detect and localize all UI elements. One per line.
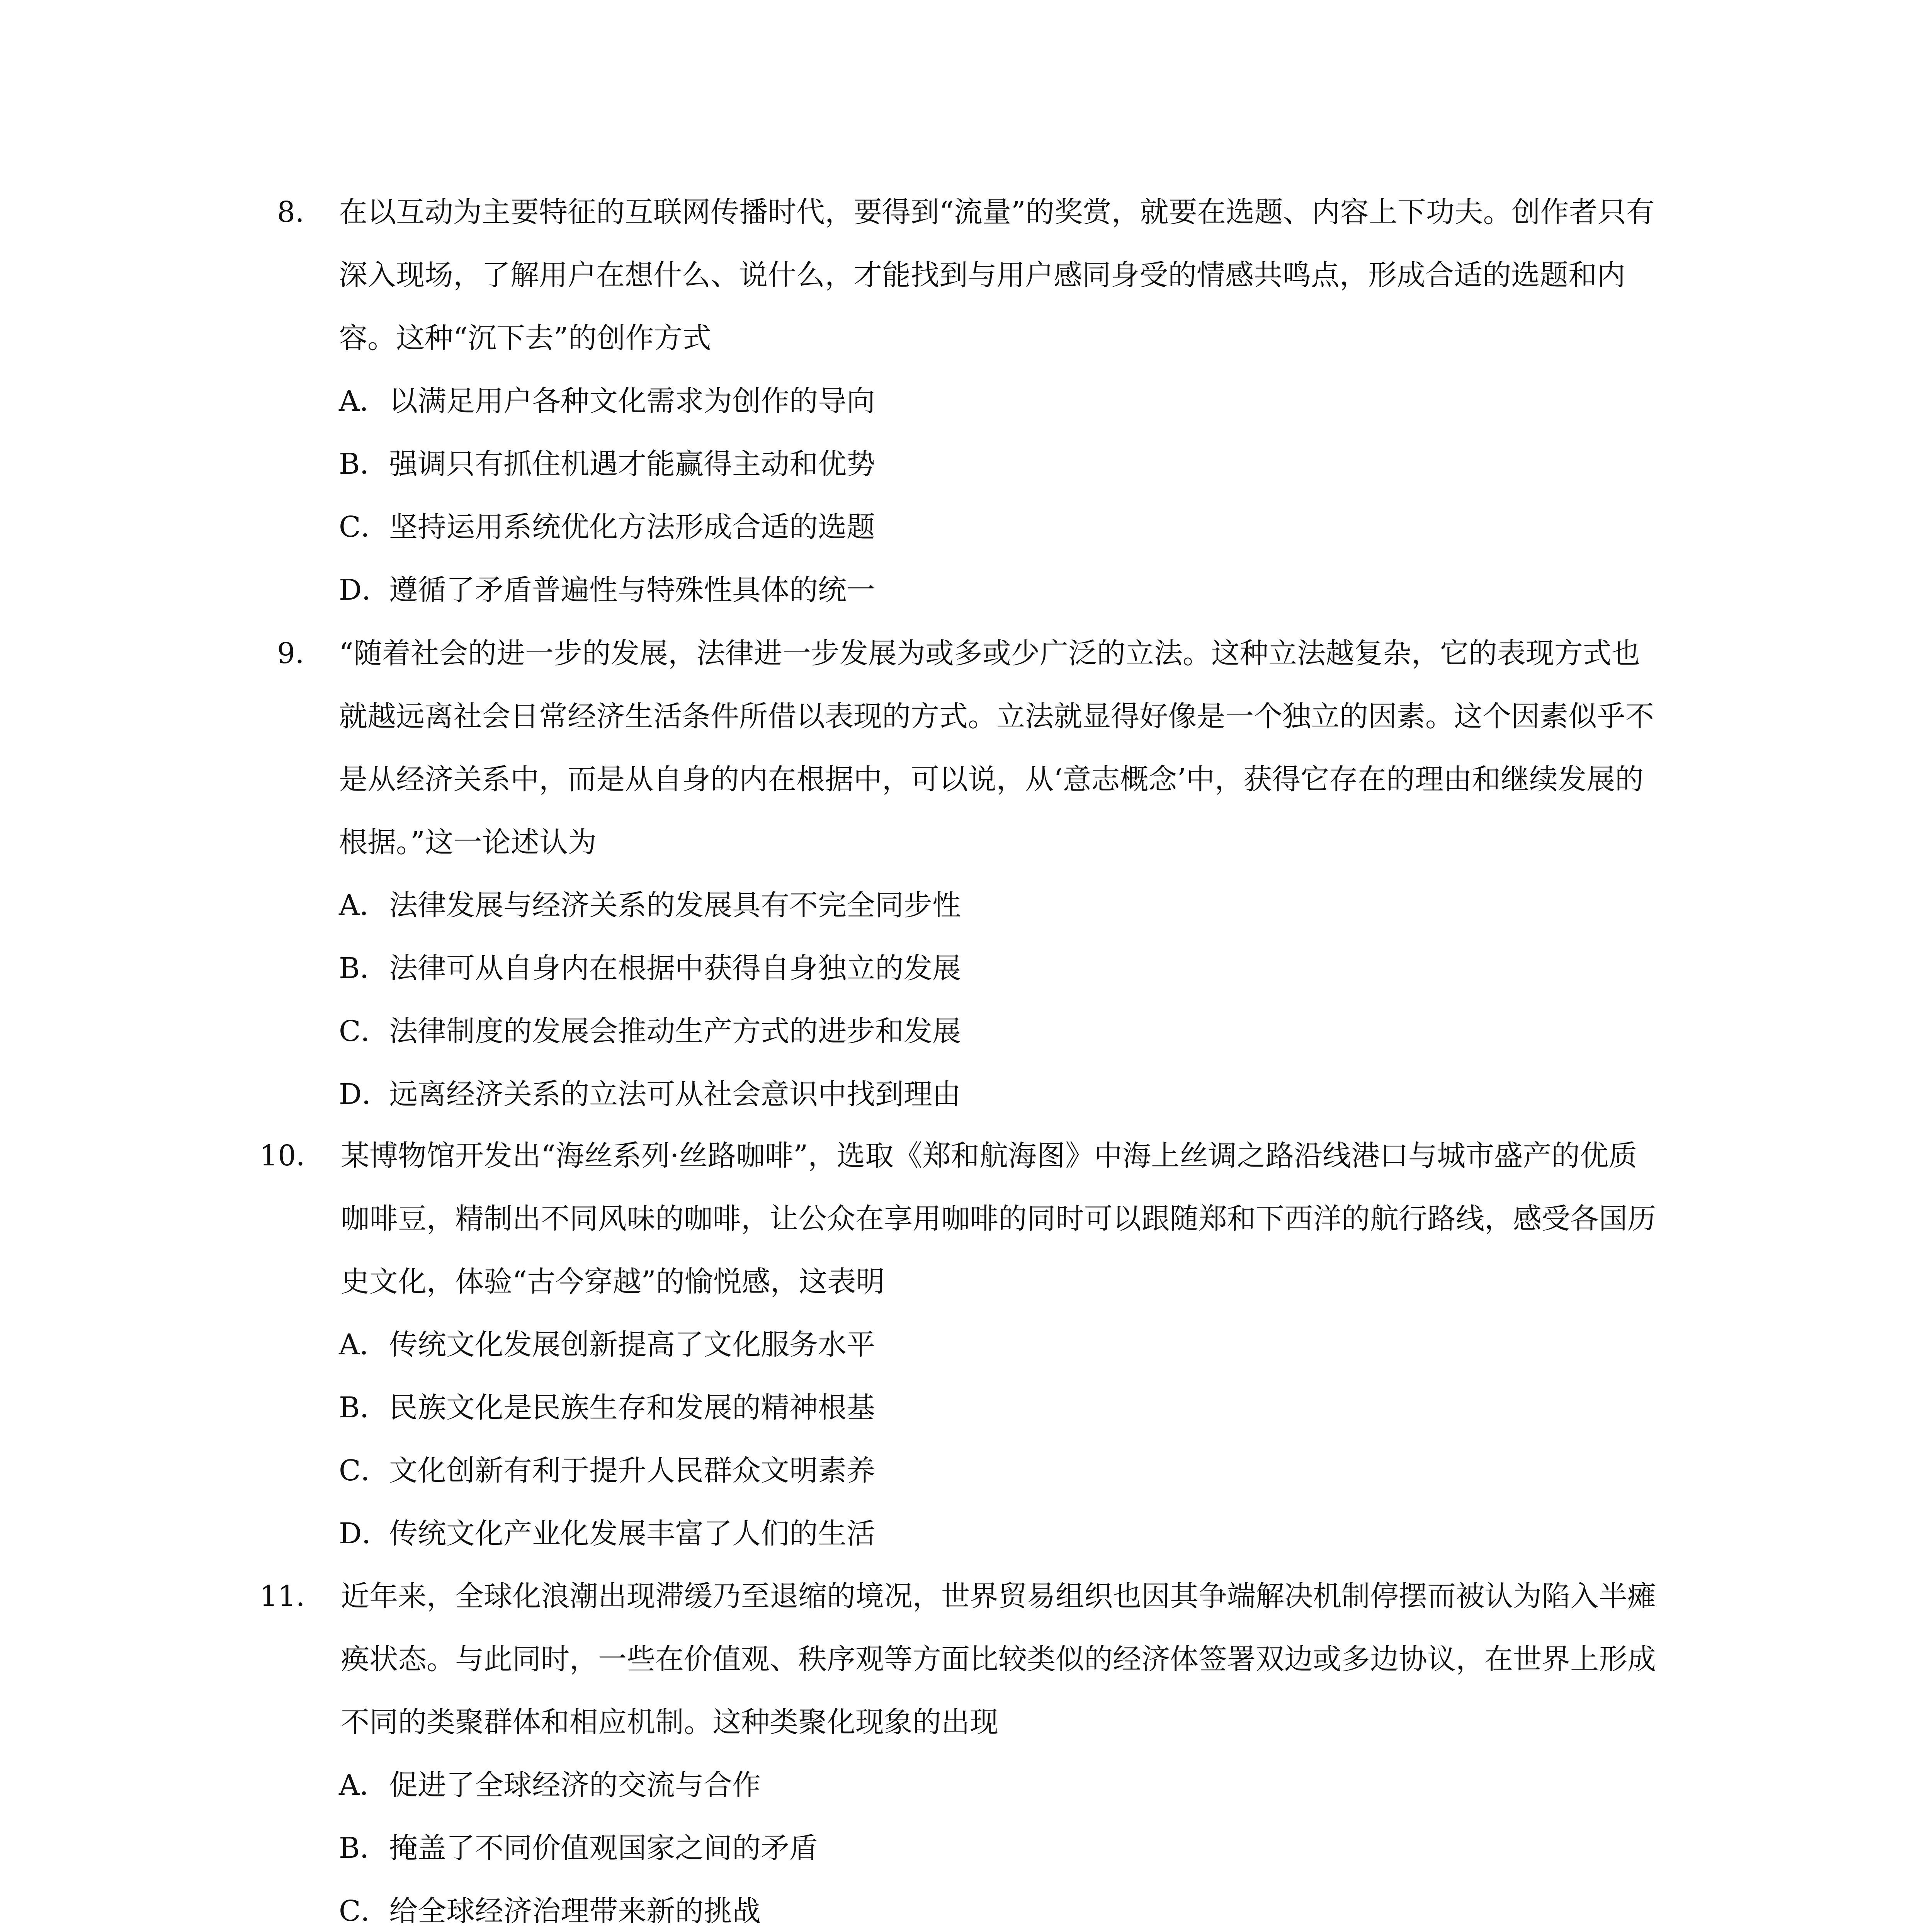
option-letter: A． bbox=[339, 889, 388, 922]
option-a bbox=[277, 1313, 1656, 1376]
option-letter: D． bbox=[339, 1517, 391, 1550]
question-number: 11． bbox=[260, 1580, 325, 1613]
option-text: 民族文化是民族生存和发展的精神根基 bbox=[389, 1391, 875, 1424]
option-b bbox=[277, 1817, 1656, 1880]
option-letter: B． bbox=[339, 952, 389, 985]
question-text: 在以互动为主要特征的互联网传播时代，要得到“流量”的奖赏，就要在选题、内容上下功夫。创作者只有深入现场，了解用户在想什么、说什么，才能找到与用户感同身受的情感共鸣点，形成合适的选题和内容。这种“沉下去”的创作方式 bbox=[339, 196, 1655, 355]
question-11 bbox=[260, 1565, 1656, 1932]
option-text: 法律可从自身内在根据中获得自身独立的发展 bbox=[389, 952, 961, 985]
option-letter: D． bbox=[339, 1078, 391, 1111]
option-text: 促进了全球经济的交流与合作 bbox=[389, 1769, 761, 1802]
option-letter: B． bbox=[339, 447, 389, 481]
question-stem bbox=[277, 622, 1656, 874]
question-text: 近年来，全球化浪潮出现滞缓乃至退缩的境况，世界贸易组织也因其争端解决机制停摆而被认为陷入半瘫痪状态。与此同时，一些在价值观、秩序观等方面比较类似的经济体签署双边或多边协议，在世界上形成不同的类聚群体和相应机制。这种类聚化现象的出现 bbox=[341, 1580, 1656, 1739]
option-text: 法律发展与经济关系的发展具有不完全同步性 bbox=[389, 889, 961, 922]
option-d bbox=[277, 1502, 1656, 1565]
option-a bbox=[277, 1754, 1656, 1817]
question-text: “随着社会的进一步的发展，法律进一步发展为或多或少广泛的立法。这种立法越复杂，它的表现方式也就越远离社会日常经济生活条件所借以表现的方式。立法就显得好像是一个独立的因素。这个因素似乎不是从经济关系中，而是从自身的内在根据中，可以说，从‘意志概念’中，获得它存在的理由和继续发展的根据。”这一论述认为 bbox=[339, 637, 1654, 859]
option-text: 远离经济关系的立法可从社会意识中找到理由 bbox=[389, 1078, 961, 1111]
question-8 bbox=[277, 181, 1656, 622]
option-a bbox=[277, 370, 1656, 433]
option-a bbox=[277, 874, 1656, 937]
option-letter: C． bbox=[339, 1015, 389, 1048]
option-letter: B． bbox=[339, 1391, 389, 1424]
option-letter: A． bbox=[339, 1769, 388, 1802]
option-text: 法律制度的发展会推动生产方式的进步和发展 bbox=[389, 1015, 961, 1048]
option-letter: D． bbox=[339, 573, 391, 607]
option-letter: C． bbox=[339, 510, 389, 544]
question-number: 8． bbox=[277, 196, 324, 229]
option-d bbox=[277, 559, 1656, 622]
option-letter: A． bbox=[339, 1328, 388, 1361]
option-c bbox=[277, 1880, 1656, 1932]
option-text: 遵循了矛盾普遍性与特殊性具体的统一 bbox=[389, 573, 875, 607]
option-c bbox=[277, 1439, 1656, 1502]
option-text: 掩盖了不同价值观国家之间的矛盾 bbox=[389, 1832, 818, 1865]
question-10 bbox=[260, 1124, 1656, 1565]
question-text: 某博物馆开发出“海丝系列·丝路咖啡”，选取《郑和航海图》中海上丝调之路沿线港口与城市盛产的优质咖啡豆，精制出不同风味的咖啡，让公众在享用咖啡的同时可以跟随郑和下西洋的航行路线，感受各国历史文化，体验“古今穿越”的愉悦感，这表明 bbox=[341, 1139, 1656, 1298]
option-text: 传统文化发展创新提高了文化服务水平 bbox=[389, 1328, 875, 1361]
option-text: 给全球经济治理带来新的挑战 bbox=[389, 1895, 761, 1928]
option-text: 强调只有抓住机遇才能赢得主动和优势 bbox=[389, 447, 875, 481]
option-c bbox=[277, 496, 1656, 559]
question-stem bbox=[260, 1565, 1656, 1754]
option-b bbox=[277, 937, 1656, 1000]
option-b bbox=[277, 433, 1656, 496]
question-stem bbox=[277, 181, 1656, 370]
question-9 bbox=[277, 622, 1656, 1126]
option-c bbox=[277, 1000, 1656, 1063]
option-d bbox=[277, 1063, 1656, 1126]
question-number: 10． bbox=[260, 1139, 325, 1172]
option-text: 文化创新有利于提升人民群众文明素养 bbox=[389, 1454, 875, 1487]
option-text: 以满足用户各种文化需求为创作的导向 bbox=[389, 384, 875, 418]
question-number: 9． bbox=[277, 637, 324, 670]
question-stem bbox=[260, 1124, 1656, 1313]
option-letter: A． bbox=[339, 384, 388, 418]
option-letter: B． bbox=[339, 1832, 389, 1865]
option-text: 坚持运用系统优化方法形成合适的选题 bbox=[389, 510, 875, 544]
option-text: 传统文化产业化发展丰富了人们的生活 bbox=[389, 1517, 875, 1550]
option-b bbox=[277, 1376, 1656, 1439]
option-letter: C． bbox=[339, 1454, 389, 1487]
option-letter: C． bbox=[339, 1895, 389, 1928]
